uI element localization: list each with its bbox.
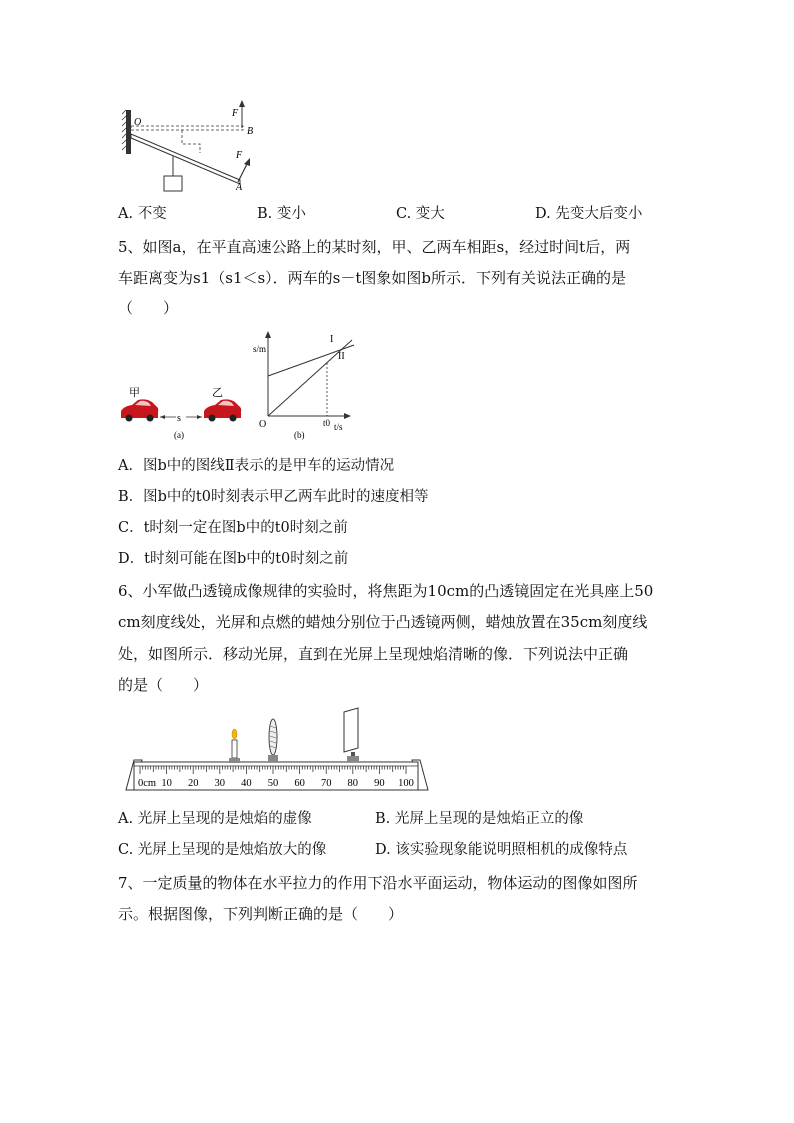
label-A: A [236, 182, 243, 193]
q5-option-a: A．图b中的图线Ⅱ表示的是甲车的运动情况 [118, 458, 395, 474]
q6-option-b: B. 光屏上呈现的是烛焰正立的像 [375, 811, 584, 827]
q4-option-d: D. 先变大后变小 [535, 206, 643, 222]
label-II: II [338, 351, 345, 362]
q4-option-a: A. 不变 [118, 206, 167, 222]
q4-option-c: C. 变大 [396, 206, 445, 222]
car-yi-label: 乙 [212, 387, 223, 399]
xlabel: t/s [334, 422, 343, 432]
optical-bench-figure [118, 704, 436, 796]
q5-option-b: B．图b中的t0时刻表示甲乙两车此时的速度相等 [118, 489, 429, 505]
ruler-label: 90 [374, 778, 385, 789]
label-F-top: F [232, 108, 239, 119]
convex-lens-icon [268, 719, 278, 762]
ruler-label: 80 [347, 778, 359, 789]
label-O: O [134, 117, 142, 128]
lever-bar [131, 134, 240, 184]
car-jia-label: 甲 [129, 387, 140, 399]
ruler-label: 10 [161, 778, 172, 789]
caption-a: (a) [174, 430, 184, 440]
q6-option-d: D. 该实验现象能说明照相机的成像特点 [375, 842, 628, 858]
ylabel: s/m [253, 344, 267, 354]
q6-option-c: C. 光屏上呈现的是烛焰放大的像 [118, 842, 327, 858]
wall [126, 110, 131, 154]
lever-figure [120, 98, 260, 198]
t0-label: t0 [323, 418, 331, 428]
st-graph-figure-b [250, 330, 360, 442]
candle-icon [229, 729, 240, 763]
label-B: B [247, 126, 254, 137]
weight-box [164, 176, 182, 191]
q7-text-line2: 示。根据图像，下列判断正确的是（ ） [118, 905, 404, 923]
distance-s-label: s [177, 413, 181, 424]
cars-figure-a [116, 384, 246, 444]
q6-text-line2: cm刻度线处，光屏和点燃的蜡烛分别位于凸透镜两侧，蜡烛放置在35cm刻度线 [118, 613, 648, 631]
ruler-label: 60 [294, 778, 305, 789]
ruler-label: 20 [187, 778, 199, 789]
label-I: I [330, 334, 334, 345]
q5-option-c: C．t时刻一定在图b中的t0时刻之前 [118, 520, 348, 536]
q6-text-line1: 6、小军做凸透镜成像规律的实验时，将焦距为10cm的凸透镜固定在光具座上50 [118, 582, 654, 600]
car-yi-icon [204, 399, 241, 421]
car-jia-icon [121, 399, 158, 421]
q6-text-line4: 的是（ ） [118, 676, 209, 694]
ruler-label: 70 [320, 778, 332, 789]
origin-label: O [259, 419, 267, 430]
ruler-label: 100 [398, 778, 414, 789]
ruler-label: 50 [267, 778, 279, 789]
q5-option-d: D．t时刻可能在图b中的t0时刻之前 [118, 551, 349, 567]
q5-text-line3: （ ） [118, 299, 179, 317]
q6-text-line3: 处，如图所示．移动光屏，直到在光屏上呈现烛焰清晰的像．下列说法中正确 [118, 645, 629, 663]
ruler-label: 40 [241, 778, 252, 789]
q6-option-a: A. 光屏上呈现的是烛焰的虚像 [118, 811, 312, 827]
lever-dashed-position [131, 126, 243, 130]
light-screen-icon [344, 708, 359, 762]
q5-text-line2: 车距离变为s1（s1＜s）．两车的s－t图象如图b所示．下列有关说法正确的是 [118, 269, 627, 287]
caption-b: (b) [294, 430, 305, 440]
ruler-label: 30 [214, 778, 226, 789]
ruler-label: 0cm [138, 778, 157, 789]
q5-text-line1: 5、如图a，在平直高速公路上的某时刻，甲、乙两车相距s，经过时间t后，两 [118, 238, 631, 256]
q7-text-line1: 7、一定质量的物体在水平拉力的作用下沿水平面运动，物体运动的图像如图所 [118, 874, 638, 892]
label-F-low: F [236, 150, 243, 161]
q4-option-b: B. 变小 [257, 206, 306, 222]
